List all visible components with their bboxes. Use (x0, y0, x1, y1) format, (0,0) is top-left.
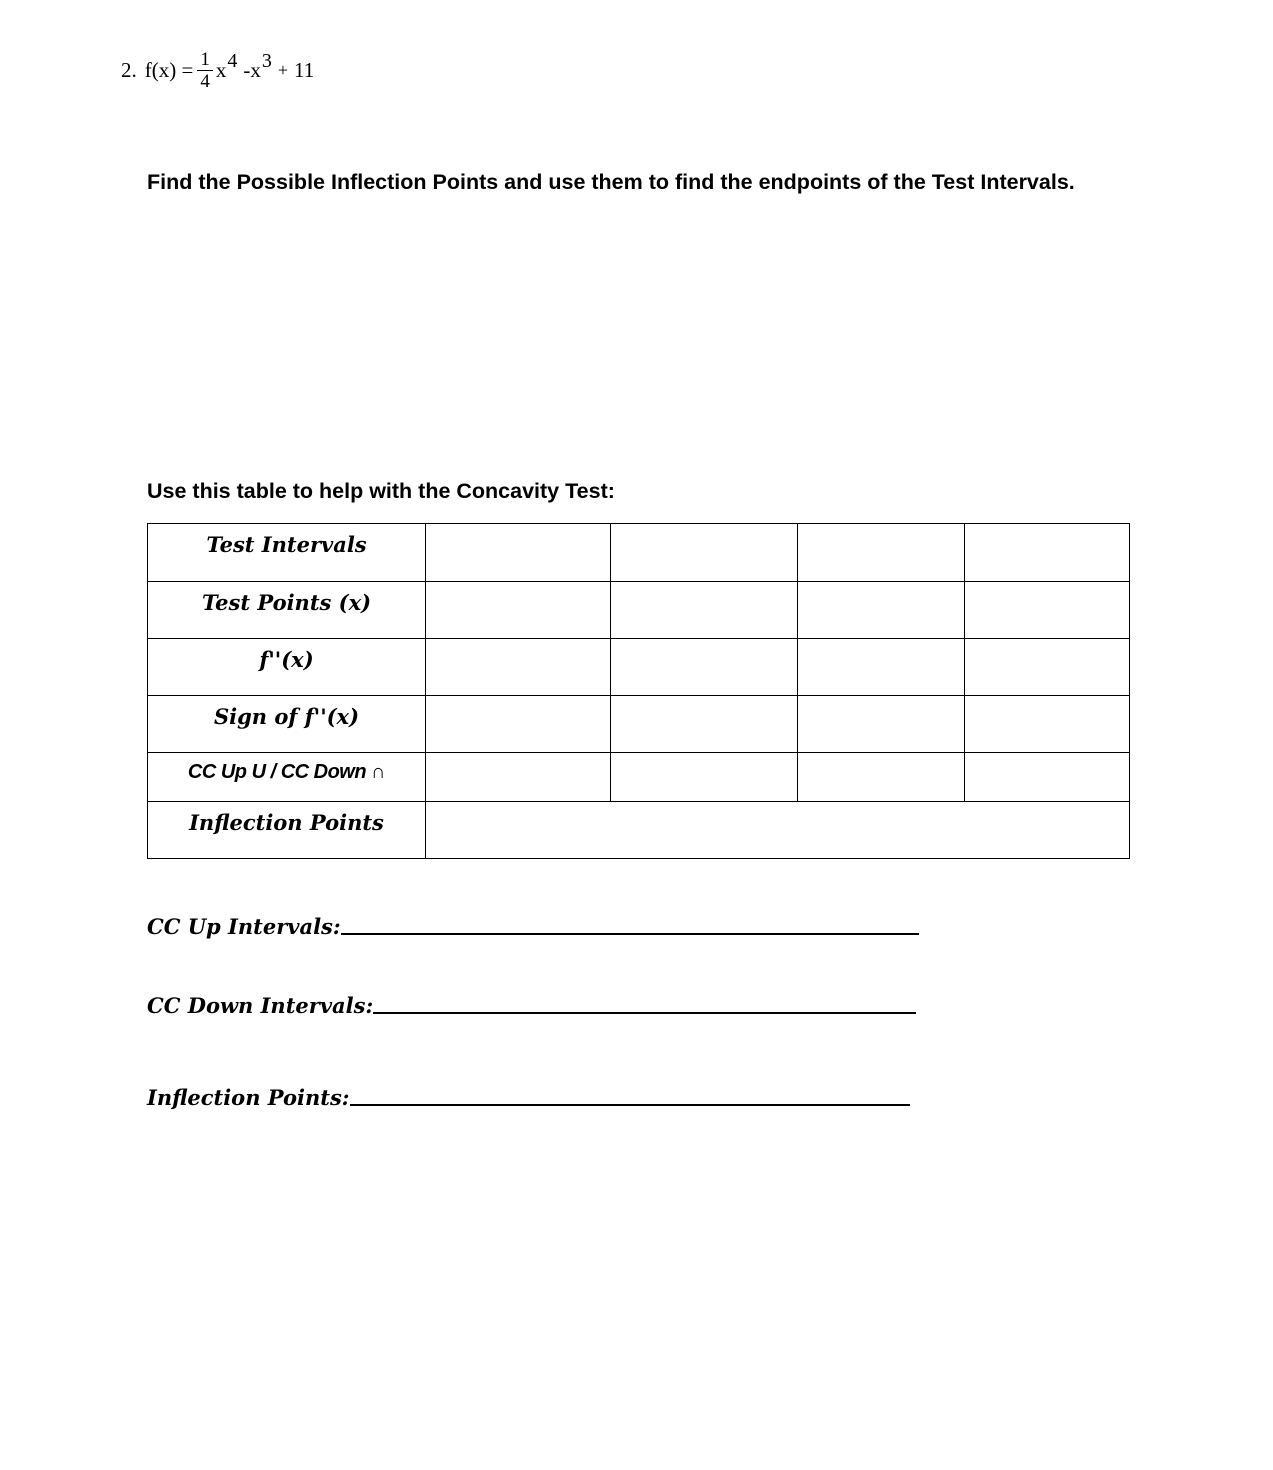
concavity-table (147, 523, 1130, 859)
answer-cell[interactable] (965, 639, 1130, 696)
answer-cell[interactable] (426, 524, 611, 582)
answer-cell[interactable] (426, 582, 611, 639)
answer-cell[interactable] (798, 753, 965, 802)
table-row-concavity (148, 753, 1130, 802)
plus-sign: + (277, 60, 288, 80)
cc-down-answer (147, 993, 916, 1018)
row-label-inflection-points: Inflection Points (148, 802, 426, 859)
answer-cell-merged[interactable] (426, 802, 1130, 859)
table-row-test-intervals (148, 524, 1130, 582)
term-x4-exponent: 4 (227, 50, 238, 72)
answer-cell[interactable] (965, 696, 1130, 753)
table-row-test-points (148, 582, 1130, 639)
answer-cell[interactable] (798, 524, 965, 582)
table-row-sign (148, 696, 1130, 753)
instruction-text: Find the Possible Inflection Points and use them to find the endpoints of the Test Intervals. (147, 170, 1075, 194)
inflection-label: Inflection Points: (147, 1085, 350, 1110)
answer-cell[interactable] (611, 696, 798, 753)
row-label-test-points: Test Points (x) (148, 582, 426, 639)
fraction-denominator: 4 (200, 71, 210, 92)
answer-cell[interactable] (611, 753, 798, 802)
answer-cell[interactable] (426, 639, 611, 696)
row-label-test-intervals: Test Intervals (148, 524, 426, 582)
row-label-concavity: CC Up U / CC Down ∩ (148, 753, 426, 802)
answer-cell[interactable] (798, 582, 965, 639)
answer-cell[interactable] (965, 524, 1130, 582)
table-row-inflection-points (148, 802, 1130, 859)
problem-number: 2. (121, 58, 137, 82)
answer-cell[interactable] (798, 696, 965, 753)
table-row-second-derivative (148, 639, 1130, 696)
cc-up-answer (147, 914, 919, 939)
cc-up-label: CC Up Intervals: (147, 914, 341, 939)
answer-cell[interactable] (965, 582, 1130, 639)
answer-cell[interactable] (611, 582, 798, 639)
answer-cell[interactable] (965, 753, 1130, 802)
table-caption: Use this table to help with the Concavity Test: (147, 479, 615, 503)
problem-statement (121, 50, 314, 91)
cc-down-label: CC Down Intervals: (147, 993, 374, 1018)
answer-cell[interactable] (426, 696, 611, 753)
row-label-sign: Sign of f''(x) (148, 696, 426, 753)
answer-cell[interactable] (426, 753, 611, 802)
inflection-answer (147, 1085, 910, 1110)
term-x3-exponent: 3 (261, 50, 272, 72)
term-x4-base: x (215, 58, 227, 82)
fraction-numerator: 1 (200, 49, 210, 70)
cc-down-blank[interactable] (373, 1012, 916, 1014)
constant-term: 11 (293, 58, 315, 82)
fraction (197, 50, 213, 91)
answer-cell[interactable] (798, 639, 965, 696)
answer-cell[interactable] (611, 639, 798, 696)
inflection-blank[interactable] (350, 1104, 910, 1106)
answer-cell[interactable] (611, 524, 798, 582)
row-label-second-derivative: f''(x) (148, 639, 426, 696)
term-x3-base: -x (243, 58, 261, 82)
function-lhs: f(x) = (144, 58, 194, 82)
cc-up-blank[interactable] (341, 933, 919, 935)
